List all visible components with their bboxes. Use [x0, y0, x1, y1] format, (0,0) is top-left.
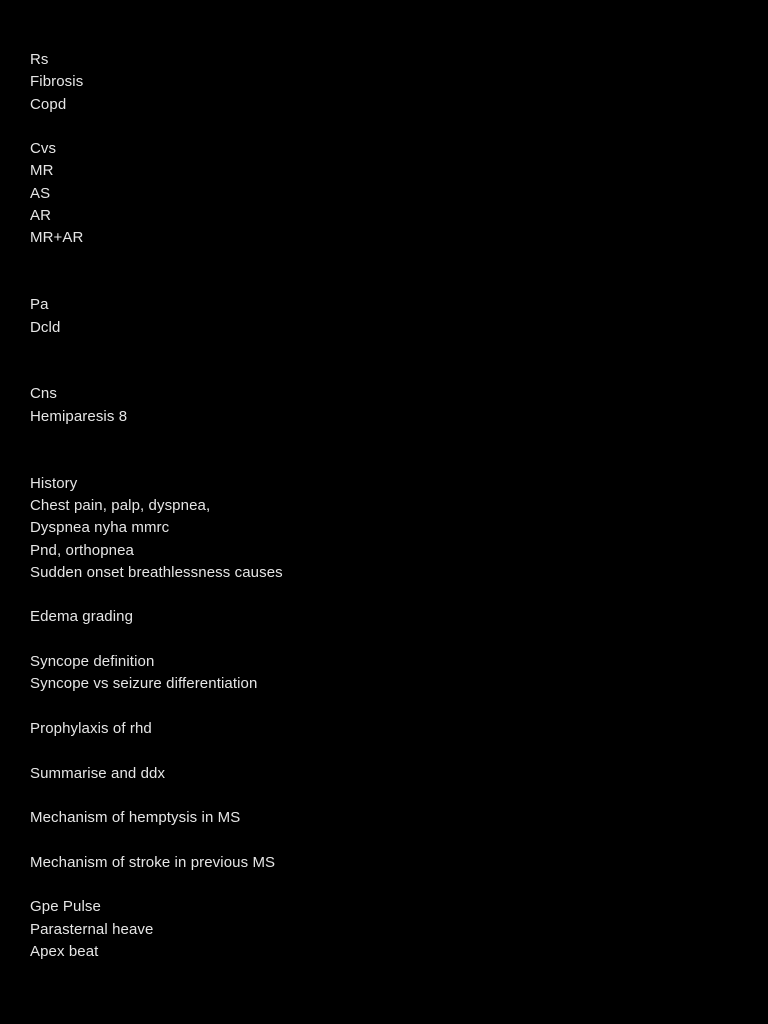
- note-line: Summarise and ddx: [30, 764, 166, 782]
- note-line: Copd: [30, 95, 67, 113]
- note-line: Pa: [30, 296, 49, 314]
- note-line: Apex beat: [30, 942, 99, 960]
- note-line: Dcld: [30, 318, 61, 336]
- blank-line: [30, 740, 730, 762]
- note-line: Syncope definition: [30, 653, 155, 671]
- blank-line: [30, 428, 730, 450]
- note-line: Pnd, orthopnea: [30, 541, 134, 559]
- note-line: Syncope vs seizure differentiation: [30, 675, 258, 693]
- blank-line: [30, 116, 730, 138]
- blank-line: [30, 829, 730, 851]
- blank-line: [30, 584, 730, 606]
- note-line: MR+AR: [30, 229, 84, 247]
- blank-line: [30, 696, 730, 718]
- note-line: Hemiparesis 8: [30, 407, 128, 425]
- blank-line: [30, 629, 730, 651]
- blank-line: [30, 339, 730, 361]
- note-line: AS: [30, 184, 51, 202]
- note-line: Sudden onset breathlessness causes: [30, 563, 283, 581]
- note-line: Cns: [30, 385, 57, 403]
- blank-line: [30, 272, 730, 294]
- note-line: Rs: [30, 51, 49, 68]
- note-line: MR: [30, 162, 54, 180]
- note-line: Gpe Pulse: [30, 898, 101, 916]
- note-line: Mechanism of hemptysis in MS: [30, 809, 241, 827]
- note-line: Mechanism of stroke in previous MS: [30, 853, 276, 871]
- note-line: Edema grading: [30, 608, 134, 626]
- blank-line: [30, 450, 730, 472]
- note-line: Chest pain, palp, dyspnea,: [30, 496, 211, 514]
- note-line: Dyspnea nyha mmrc: [30, 519, 170, 537]
- note-line: Parasternal heave: [30, 920, 154, 938]
- note-line: AR: [30, 207, 52, 225]
- note-line: Fibrosis: [30, 73, 84, 91]
- blank-line: [30, 361, 730, 383]
- blank-line: [30, 785, 730, 807]
- note-body[interactable]: [30, 49, 730, 963]
- note-line: Prophylaxis of rhd: [30, 719, 152, 737]
- blank-line: [30, 874, 730, 896]
- blank-line: [30, 250, 730, 272]
- note-line: Cvs: [30, 140, 57, 158]
- note-line: History: [30, 474, 78, 492]
